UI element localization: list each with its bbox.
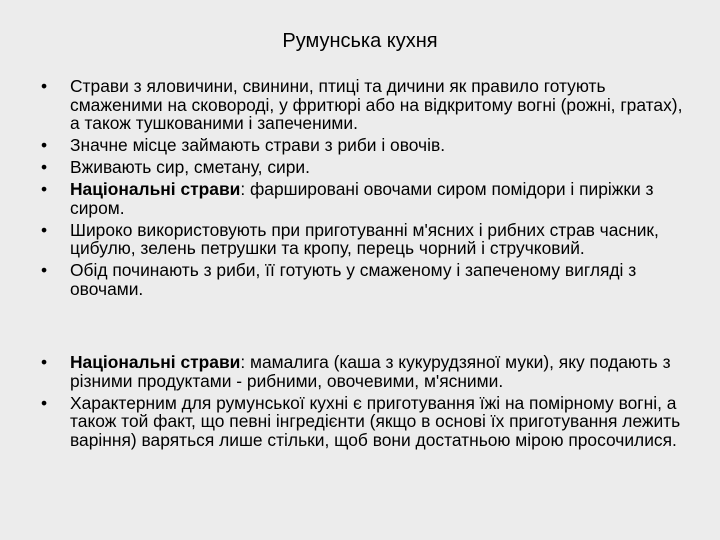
bullet-text: Вживають сир, сметану, сири.	[70, 157, 310, 177]
bullet-bold-label: Національні страви	[70, 352, 241, 372]
bullet-bold-label: Національні страви	[70, 179, 241, 199]
bullet-item	[0, 394, 690, 450]
bullet-dot-icon: •	[41, 179, 48, 199]
bullet-dot-icon: •	[41, 352, 48, 372]
slide-title: Румунська кухня	[282, 30, 438, 52]
bullet-item	[0, 180, 690, 217]
bullet-text: : фаршировані овочами сиром помідори і пиріжки з сиром.	[70, 179, 654, 218]
bullet-list-main	[0, 77, 690, 302]
bullet-item	[0, 221, 690, 258]
bullet-text: Обід починають з риби, її готують у смаженому і запеченому вигляді з овочами.	[70, 260, 637, 299]
bullet-text: Страви з яловичини, свинини, птиці та дичини як правило готують смаженими на сковороді, у фритюрі або на відкритому вогні (рожні, гратах), а також тушкованими і запеченими.	[70, 76, 683, 133]
bullet-text: Значне місце займають страви з риби і овочів.	[70, 135, 446, 155]
bullet-item	[0, 353, 690, 390]
bullet-dot-icon: •	[41, 260, 48, 280]
bullet-dot-icon: •	[41, 76, 48, 96]
bullet-list-secondary	[0, 353, 690, 453]
bullet-item	[0, 77, 690, 133]
bullet-text: : мамалига (каша з кукурудзяної муки), яку подають з різними продуктами - рибними, овочевими, м'ясними.	[70, 352, 671, 391]
bullet-text: Широко використовують при приготуванні м'ясних і рибних страв часник, цибулю, зелень петрушки та кропу, перець чорний і стручковий.	[70, 219, 659, 258]
bullet-text: Характерним для румунської кухні є приготування їжі на помірному вогні, а також той факт, що певні інгредієнти (якщо в основі їх приготування лежить варіння) варяться лише стільки, щоб вони достатньою мірою просочилися.	[70, 392, 681, 450]
bullet-dot-icon: •	[41, 157, 48, 177]
bullet-item	[0, 136, 690, 155]
bullet-dot-icon: •	[41, 135, 48, 155]
bullet-dot-icon: •	[41, 392, 48, 413]
bullet-item	[0, 261, 690, 298]
bullet-item	[0, 158, 690, 177]
bullet-dot-icon: •	[41, 219, 48, 240]
